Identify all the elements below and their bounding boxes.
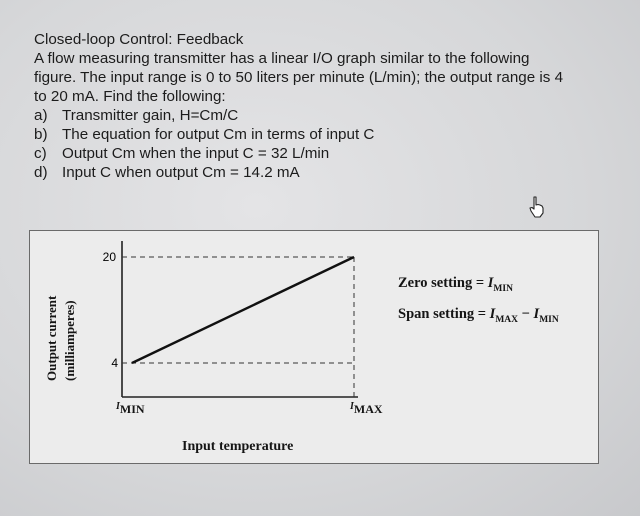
x-tick-label-max — [350, 401, 383, 417]
max-subscript: MAX — [495, 315, 519, 325]
problem-line-3: to 20 mA. Find the following: — [34, 88, 226, 105]
item-text: Input C when output Cm = 14.2 mA — [62, 164, 300, 181]
item-label: d) — [34, 164, 48, 181]
span-setting-formula — [398, 306, 559, 325]
i-symbol: I — [350, 401, 354, 412]
series-line-output-current — [132, 257, 354, 363]
x-tick-min-text: MIN — [119, 402, 145, 416]
problem-title: Closed-loop Control: Feedback — [34, 31, 244, 48]
y-tick-label-20: 20 — [102, 250, 116, 264]
item-label: c) — [34, 145, 47, 162]
x-tick-label-min — [116, 401, 145, 417]
io-graph-figure — [29, 230, 599, 464]
problem-item-d — [34, 163, 624, 182]
problem-text — [34, 30, 624, 182]
i-symbol: I — [116, 401, 120, 412]
item-text: Transmitter gain, H=Cm/C — [62, 107, 239, 124]
x-tick-max-text: MAX — [353, 402, 383, 416]
problem-item-b — [34, 125, 624, 144]
item-label: a) — [34, 107, 48, 124]
item-label: b) — [34, 126, 48, 143]
i-symbol: I — [487, 275, 494, 291]
zero-setting-formula — [398, 275, 513, 294]
zero-setting-label: Zero setting — [398, 275, 473, 291]
problem-item-c — [34, 144, 624, 163]
i-symbol: I — [489, 306, 496, 322]
problem-line-2: figure. The input range is 0 to 50 liters per minute (L/min); the output range is 4 — [34, 69, 564, 86]
equals-sign: = — [477, 306, 487, 322]
item-text: The equation for output Cm in terms of input C — [62, 126, 375, 143]
problem-item-a — [34, 106, 624, 125]
problem-line-1: A flow measuring transmitter has a linear I/O graph similar to the following — [34, 50, 530, 67]
y-axis-label-line1: Output current — [44, 295, 59, 381]
min-subscript: MIN — [493, 284, 513, 294]
minus-sign: − — [521, 306, 530, 322]
i-symbol: I — [533, 306, 540, 322]
equals-sign: = — [475, 275, 485, 291]
x-axis-label: Input temperature — [182, 439, 294, 454]
item-text: Output Cm when the input C = 32 L/min — [62, 145, 330, 162]
span-setting-label: Span setting — [398, 306, 475, 322]
y-axis-label-line2: (milliamperes) — [62, 300, 77, 381]
y-tick-label-4: 4 — [111, 356, 118, 370]
min-subscript: MIN — [539, 315, 559, 325]
hand-cursor-icon — [528, 196, 546, 218]
